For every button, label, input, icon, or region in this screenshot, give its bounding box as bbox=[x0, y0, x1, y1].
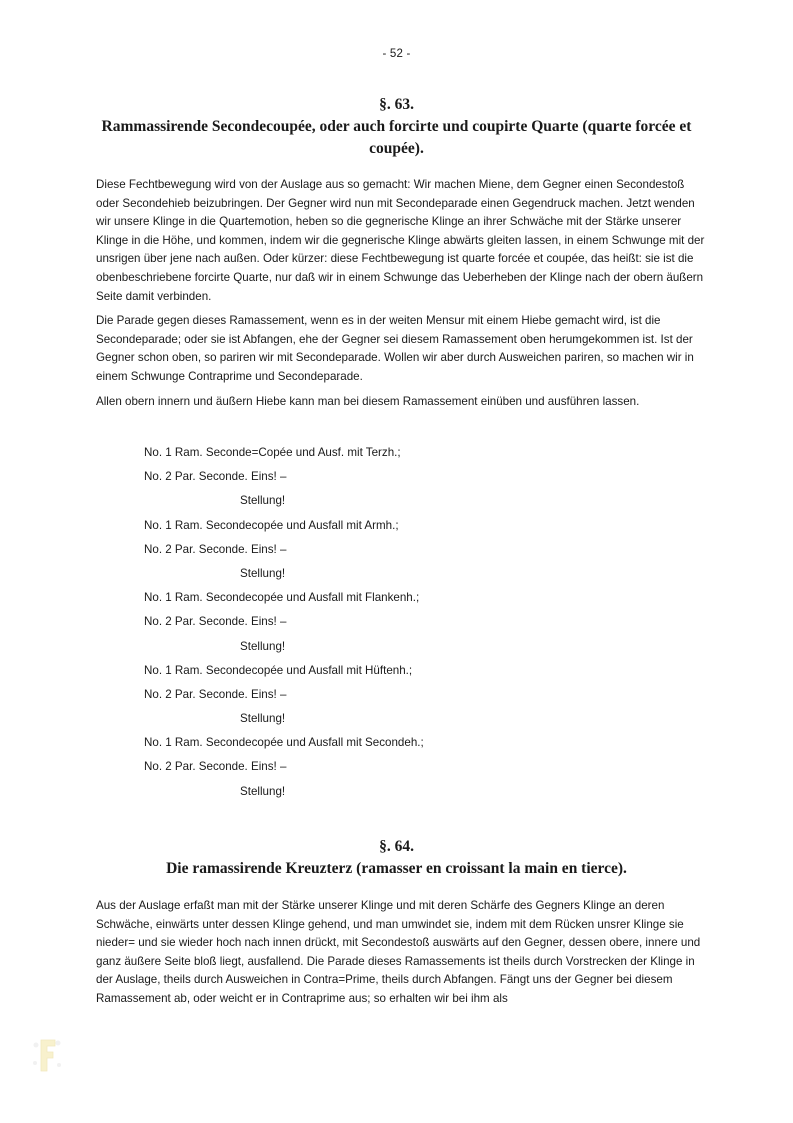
drill-line-stellung: Stellung! bbox=[240, 639, 286, 653]
section-63-paragraph: Diese Fechtbewegung wird von der Auslage aus so gemacht: Wir machen Miene, dem Gegner einen Secondestoß oder Secondehieb beizubringen. Der Gegner wird nun mit Secondeparade einen Gegendruck machen. Jetzt wenden wir unsere Klinge in die Quartemotion, heben so die gegnerische Klinge an ihrer Schwäche mit der Stärke unserer Klinge in die Höhe, und kommen, indem wir die gegnerische Klinge abwärts gleiten lassen, in einem Schwunge mit der unsrigen über jene nach außen. Oder kürzer: diese Fechtbewegung ist quarte forcée et coupée, das heißt: sie ist die obenbeschriebene forcirte Quarte, nur daß wir in einem Schwunge das Ueberheben der Klinge nach der obern äußern Seite damit verbinden. bbox=[96, 178, 705, 303]
drill-line-stellung: Stellung! bbox=[240, 712, 286, 726]
drill-line: No. 1 Ram. Secondecopée und Ausfall mit Armh.; bbox=[144, 518, 399, 532]
drill-line: No. 2 Par. Seconde. Eins! – bbox=[144, 470, 287, 484]
section-64-heading bbox=[80, 836, 713, 880]
drill-line-stellung: Stellung! bbox=[240, 784, 286, 798]
drill-line: No. 1 Ram. Seconde=Copée und Ausf. mit Terzh.; bbox=[144, 446, 401, 459]
section-64-title: Die ramassirende Kreuzterz (ramasser en croissant la main en tierce). bbox=[166, 860, 627, 877]
f-logo-icon bbox=[30, 1035, 64, 1075]
section-63-title: Rammassirende Secondecoupée, oder auch forcirte und coupirte Quarte (quarte forcée et coupée). bbox=[101, 118, 692, 157]
drill-commands bbox=[144, 441, 664, 804]
drill-line: No. 1 Ram. Secondecopée und Ausfall mit Hüftenh.; bbox=[144, 663, 413, 677]
drill-line: No. 2 Par. Seconde. Eins! – bbox=[144, 615, 287, 629]
drill-line: No. 2 Par. Seconde. Eins! – bbox=[144, 760, 287, 774]
section-64-number: §. 64. bbox=[379, 838, 414, 855]
section-63-heading bbox=[80, 94, 713, 160]
section-63-paragraph: Allen obern innern und äußern Hiebe kann man bei diesem Ramassement einüben und ausführen lassen. bbox=[96, 395, 640, 408]
drill-line: No. 2 Par. Seconde. Eins! – bbox=[144, 687, 287, 701]
page-number: - 52 - bbox=[382, 48, 411, 60]
section-64-paragraph: Aus der Auslage erfaßt man mit der Stärke unserer Klinge und mit deren Schärfe des Gegners Klinge an deren Schwäche, einwärts unter dessen Klinge gehend, und man umwindet sie, indem mit dem Rücken unsrer Klinge sie nieder= und sie wieder hoch nach innen drückt, mit Secondestoß auswärts auf den Gegner, dessen obere, innere und ganz äußere Seite bloß liegt, ausfallend. Die Parade dieses Ramassements ist theils durch Vorstrecken der Klinge in der Auslage, theils durch Ausweichen in Contra=Prime, theils durch Abfangen. Fängt uns der Gegner bei diesem Ramassement ab, oder weicht er in Contraprime aus; so erhalten wir bei ihm als bbox=[96, 899, 701, 1005]
drill-line-stellung: Stellung! bbox=[240, 494, 286, 508]
section-63-paragraph: Die Parade gegen dieses Ramassement, wenn es in der weiten Mensur mit einem Hiebe gemacht wird, ist die Secondeparade; oder sie ist Abfangen, ehe der Gegner sei diesem Ramassement oben herumgekommen ist. Ist der Gegner schon oben, so pariren wir mit Secondeparade. Wollen wir aber durch Ausweichen pariren, so machen wir in einem Schwunge Contraprime und Secondeparade. bbox=[96, 314, 694, 383]
drill-line: No. 1 Ram. Secondecopée und Ausfall mit Flankenh.; bbox=[144, 591, 420, 605]
drill-line: No. 1 Ram. Secondecopée und Ausfall mit Secondeh.; bbox=[144, 736, 424, 750]
section-63-number: §. 63. bbox=[379, 96, 414, 113]
drill-line: No. 2 Par. Seconde. Eins! – bbox=[144, 542, 287, 556]
drill-line-stellung: Stellung! bbox=[240, 566, 286, 580]
